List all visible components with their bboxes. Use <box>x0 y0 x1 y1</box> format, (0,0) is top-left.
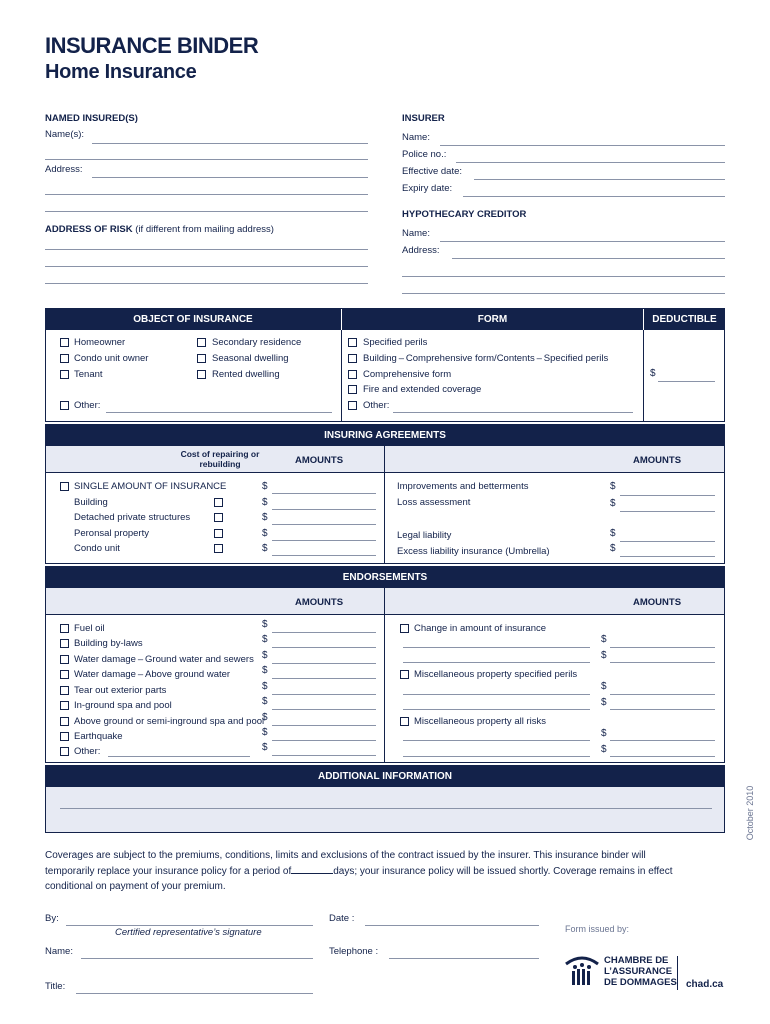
insuring-divider <box>384 446 385 564</box>
misc-specified-checkbox[interactable] <box>400 670 409 679</box>
specified-perils-label: Specified perils <box>363 337 428 348</box>
effective-date-field[interactable] <box>474 179 725 180</box>
dollar-sign: $ <box>262 696 268 707</box>
insuring-amounts-label-left: AMOUNTS <box>295 455 344 466</box>
form-other-field[interactable] <box>393 412 633 413</box>
hypothecary-heading: HYPOTHECARY CREDITOR <box>402 209 527 220</box>
endorsement-label: Tear out exterior parts <box>74 685 167 696</box>
dollar-sign: $ <box>601 728 607 739</box>
misc-all-risks-label: Miscellaneous property all risks <box>414 716 546 727</box>
misc-all-risks-field-2[interactable] <box>610 756 715 757</box>
change-amount-desc-field-2[interactable] <box>403 662 590 663</box>
insuring-subheader <box>46 446 724 473</box>
dollar-sign: $ <box>601 650 607 661</box>
personal-property-checkbox[interactable] <box>214 529 223 538</box>
dollar-sign: $ <box>262 634 268 645</box>
legal-liability-label: Legal liability <box>397 530 452 541</box>
names-field[interactable] <box>92 143 368 144</box>
creditor-address-field[interactable] <box>452 258 725 259</box>
endorsement-checkbox[interactable] <box>60 701 69 710</box>
coverage-text-line-3: conditional on payment of your premium. <box>45 881 226 892</box>
name-label: Name: <box>45 946 73 957</box>
endorsement-amount-field[interactable] <box>272 678 376 679</box>
additional-info-header: ADDITIONAL INFORMATION <box>45 765 725 787</box>
change-amount-field[interactable] <box>610 647 715 648</box>
logo-line-1: CHAMBRE DE <box>604 955 669 966</box>
endorsement-amount-field[interactable] <box>272 725 376 726</box>
telephone-label: Telephone : <box>329 946 379 957</box>
endorsements-subheader <box>46 588 724 615</box>
form-title: INSURANCE BINDER <box>45 33 259 58</box>
endorsements-header: ENDORSEMENTS <box>45 566 725 588</box>
loss-assessment-amount-field[interactable] <box>620 511 715 512</box>
excess-liability-label: Excess liability insurance (Umbrella) <box>397 546 550 557</box>
condo-unit-checkbox[interactable] <box>214 544 223 553</box>
signature-caption: Certified representative’s signature <box>115 927 262 938</box>
policy-no-field[interactable] <box>456 162 725 163</box>
date-field[interactable] <box>365 925 539 926</box>
loss-assessment-label: Loss assessment <box>397 497 471 508</box>
change-amount-desc-field[interactable] <box>403 647 590 648</box>
creditor-name-label: Name: <box>402 228 430 239</box>
dollar-sign: $ <box>262 665 268 676</box>
homeowner-checkbox[interactable] <box>60 338 69 347</box>
misc-specified-desc-field[interactable] <box>403 694 590 695</box>
form-subtitle: Home Insurance <box>45 61 197 83</box>
dollar-sign: $ <box>610 543 616 554</box>
improvements-amount-field[interactable] <box>620 495 715 496</box>
building-comprehensive-label: Building – Comprehensive form/Contents – Specified perils <box>363 353 609 364</box>
coverage-text-line-2: temporarily replace your insurance policy for a period of days; your insurance policy will be issued shortly. Coverage remains in effect <box>45 863 672 880</box>
object-other-checkbox[interactable] <box>60 401 69 410</box>
single-amount-field[interactable] <box>272 493 376 494</box>
change-amount-label: Change in amount of insurance <box>414 623 547 634</box>
endorsement-amount-field[interactable] <box>272 709 376 710</box>
names-label: Name(s): <box>45 129 85 140</box>
endorsement-label: Building by-laws <box>74 638 143 649</box>
endorsement-label: Fuel oil <box>74 623 105 634</box>
endorsement-label: Earthquake <box>74 731 123 742</box>
dollar-sign: $ <box>610 481 616 492</box>
logo-divider <box>677 956 678 990</box>
condo-owner-checkbox[interactable] <box>60 354 69 363</box>
effective-date-label: Effective date: <box>402 166 463 177</box>
object-other-field[interactable] <box>106 412 332 413</box>
endorsement-checkbox[interactable] <box>60 747 69 756</box>
single-amount-label: SINGLE AMOUNT OF INSURANCE <box>74 481 227 492</box>
deductible-field[interactable] <box>658 381 715 382</box>
change-amount-field-2[interactable] <box>610 662 715 663</box>
detached-structures-label: Detached private structures <box>74 512 191 523</box>
creditor-address-field-3[interactable] <box>402 293 725 294</box>
dollar-sign: $ <box>262 712 268 723</box>
endorsement-label: Water damage – Above ground water <box>74 669 231 680</box>
risk-address-field[interactable] <box>45 249 368 250</box>
object-of-insurance-header: OBJECT OF INSURANCE <box>45 308 341 330</box>
misc-specified-desc-field-2[interactable] <box>403 709 590 710</box>
endorsement-amount-field[interactable] <box>272 632 376 633</box>
building-label: Building <box>74 497 108 508</box>
dollar-sign: $ <box>262 528 268 539</box>
misc-all-risks-checkbox[interactable] <box>400 717 409 726</box>
deductible-dollar: $ <box>650 368 656 379</box>
detached-structures-checkbox[interactable] <box>214 513 223 522</box>
misc-specified-field-2[interactable] <box>610 709 715 710</box>
building-checkbox[interactable] <box>214 498 223 507</box>
misc-all-risks-desc-field[interactable] <box>403 740 590 741</box>
additional-info-field[interactable] <box>60 808 712 809</box>
misc-specified-field[interactable] <box>610 694 715 695</box>
personal-amount-field[interactable] <box>272 540 376 541</box>
misc-all-risks-field[interactable] <box>610 740 715 741</box>
named-insured-heading: NAMED INSURED(S) <box>45 113 138 124</box>
dollar-sign: $ <box>262 512 268 523</box>
cost-of-repairing-label: Cost of repairing or rebuilding <box>180 449 260 469</box>
endorsement-amount-field[interactable] <box>272 694 376 695</box>
fire-extended-label: Fire and extended coverage <box>363 384 482 395</box>
endorsement-checkbox[interactable] <box>60 639 69 648</box>
comprehensive-form-checkbox[interactable] <box>348 370 357 379</box>
insuring-agreements-header: INSURING AGREEMENTS <box>45 424 725 446</box>
insuring-amounts-label-right: AMOUNTS <box>633 455 682 466</box>
endorsement-label: Water damage – Ground water and sewers <box>74 654 254 665</box>
expiry-date-field[interactable] <box>463 196 725 197</box>
legal-liability-amount-field[interactable] <box>620 541 715 542</box>
form-header: FORM <box>342 308 643 330</box>
insurer-name-label: Name: <box>402 132 430 143</box>
dollar-sign: $ <box>601 697 607 708</box>
telephone-field[interactable] <box>389 958 539 959</box>
form-other-checkbox[interactable] <box>348 401 357 410</box>
creditor-name-field[interactable] <box>440 241 725 242</box>
endorsements-divider <box>384 588 385 763</box>
detached-amount-field[interactable] <box>272 524 376 525</box>
address-field-3[interactable] <box>45 211 368 212</box>
by-label: By: <box>45 913 59 924</box>
building-comprehensive-checkbox[interactable] <box>348 354 357 363</box>
excess-liability-amount-field[interactable] <box>620 556 715 557</box>
dollar-sign: $ <box>601 681 607 692</box>
table-divider <box>341 330 342 422</box>
comprehensive-form-label: Comprehensive form <box>363 369 452 380</box>
signature-field[interactable] <box>66 925 313 926</box>
condo-unit-label: Condo unit <box>74 543 120 554</box>
improvements-label: Improvements and betterments <box>397 481 529 492</box>
address-field-2[interactable] <box>45 194 368 195</box>
endorsement-amount-field[interactable] <box>272 740 376 741</box>
endorsements-amounts-right: AMOUNTS <box>633 597 682 608</box>
chad-site-link[interactable]: chad.ca <box>686 979 724 990</box>
issued-by-label: Form issued by: <box>565 924 630 934</box>
address-of-risk-heading: ADDRESS OF RISK (if different from mailing address) <box>45 224 274 235</box>
condo-amount-field[interactable] <box>272 555 376 556</box>
fire-extended-checkbox[interactable] <box>348 385 357 394</box>
rented-dwelling-checkbox[interactable] <box>197 370 206 379</box>
seasonal-dwelling-label: Seasonal dwelling <box>212 353 289 364</box>
secondary-residence-checkbox[interactable] <box>197 338 206 347</box>
dollar-sign: $ <box>262 681 268 692</box>
risk-address-field-2[interactable] <box>45 266 368 267</box>
misc-all-risks-desc-field-2[interactable] <box>403 756 590 757</box>
endorsement-checkbox[interactable] <box>60 686 69 695</box>
chad-logo-icon <box>562 950 602 990</box>
title-field[interactable] <box>76 993 313 994</box>
expiry-date-label: Expiry date: <box>402 183 453 194</box>
dollar-sign: $ <box>262 481 268 492</box>
date-label: Date : <box>329 913 355 924</box>
creditor-address-label: Address: <box>402 245 440 256</box>
endorsement-checkbox[interactable] <box>60 717 69 726</box>
misc-specified-label: Miscellaneous property specified perils <box>414 669 578 680</box>
logo-line-3: DE DOMMAGES <box>604 977 677 988</box>
change-amount-checkbox[interactable] <box>400 624 409 633</box>
endorsement-label: In-ground spa and pool <box>74 700 172 711</box>
dollar-sign: $ <box>262 619 268 630</box>
dollar-sign: $ <box>610 498 616 509</box>
endorsement-label: Other: <box>74 746 101 757</box>
endorsement-checkbox[interactable] <box>60 655 69 664</box>
names-field-2[interactable] <box>45 159 368 160</box>
single-amount-checkbox[interactable] <box>60 482 69 491</box>
endorsement-amount-field[interactable] <box>272 755 376 756</box>
condo-owner-label: Condo unit owner <box>74 353 149 364</box>
seasonal-dwelling-checkbox[interactable] <box>197 354 206 363</box>
secondary-residence-label: Secondary residence <box>212 337 302 348</box>
endorsement-amount-field[interactable] <box>272 647 376 648</box>
endorsement-amount-field[interactable] <box>272 663 376 664</box>
side-date-note: October 2010 <box>745 785 755 841</box>
logo-line-2: L’ASSURANCE <box>604 966 673 977</box>
dollar-sign: $ <box>262 497 268 508</box>
endorsement-label: Above ground or semi-inground spa and pool <box>74 716 265 727</box>
period-days-field[interactable] <box>291 863 333 874</box>
insurer-heading: INSURER <box>402 113 445 124</box>
dollar-sign: $ <box>262 727 268 738</box>
endorsement-other-field[interactable] <box>108 756 250 757</box>
object-other-label: Other: <box>74 400 101 411</box>
address-label: Address: <box>45 164 83 175</box>
endorsement-checkbox[interactable] <box>60 624 69 633</box>
rented-dwelling-label: Rented dwelling <box>212 369 280 380</box>
building-amount-field[interactable] <box>272 509 376 510</box>
policy-no-label: Police no.: <box>402 149 447 160</box>
tenant-checkbox[interactable] <box>60 370 69 379</box>
insurer-name-field[interactable] <box>440 145 725 146</box>
endorsement-checkbox[interactable] <box>60 670 69 679</box>
specified-perils-checkbox[interactable] <box>348 338 357 347</box>
form-other-label: Other: <box>363 400 390 411</box>
dollar-sign: $ <box>601 634 607 645</box>
dollar-sign: $ <box>262 742 268 753</box>
homeowner-label: Homeowner <box>74 337 126 348</box>
name-field[interactable] <box>81 958 313 959</box>
endorsements-amounts-left: AMOUNTS <box>295 597 344 608</box>
coverage-text-line-1: Coverages are subject to the premiums, conditions, limits and exclusions of the contract issued by the insurer. This insurance binder will <box>45 850 646 861</box>
address-field[interactable] <box>92 177 368 178</box>
dollar-sign: $ <box>610 528 616 539</box>
dollar-sign: $ <box>601 744 607 755</box>
creditor-address-field-2[interactable] <box>402 276 725 277</box>
dollar-sign: $ <box>262 543 268 554</box>
endorsement-checkbox[interactable] <box>60 732 69 741</box>
logo-wordmark <box>604 955 677 988</box>
personal-property-label: Peronsal property <box>74 528 149 539</box>
dollar-sign: $ <box>262 650 268 661</box>
tenant-label: Tenant <box>74 369 103 380</box>
title-label: Title: <box>45 981 66 992</box>
deductible-header: DEDUCTIBLE <box>644 308 725 330</box>
risk-address-field-3[interactable] <box>45 283 368 284</box>
table-divider <box>643 330 644 422</box>
